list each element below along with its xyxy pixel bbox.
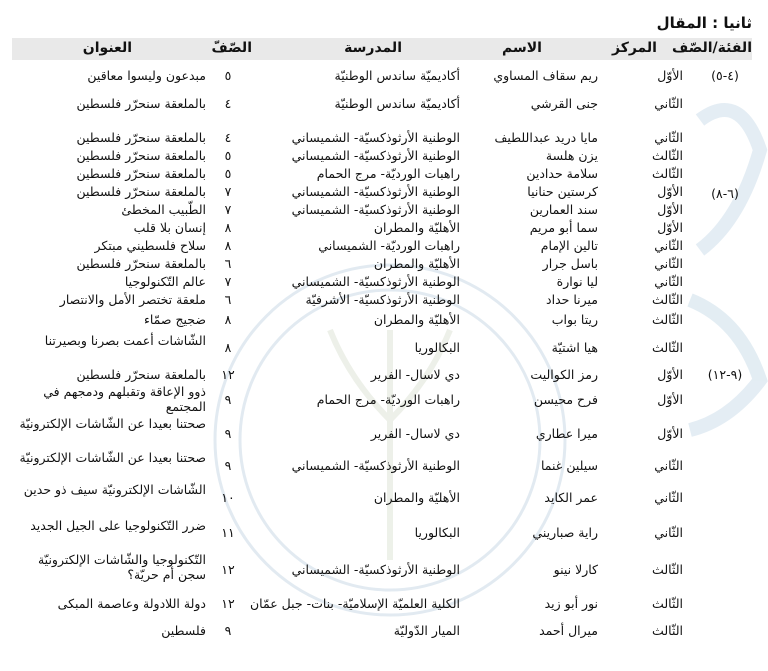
row-center: الثّالث: [652, 623, 683, 638]
row-title: عالم التّكنولوجيا: [124, 274, 206, 289]
row-school: الوطنية الأرثوذكسيّة- الشميساني: [291, 184, 460, 199]
row-center: الثّاني: [654, 256, 683, 271]
row-center: الثّالث: [652, 340, 683, 355]
row-title: بالملعقة سنحرّر فلسطين: [76, 256, 206, 271]
row-name: سما أبو مريم: [529, 220, 598, 235]
row-school: راهبات الورديّة- مرج الحمام: [316, 166, 460, 181]
row-name: سلامة حدادين: [526, 166, 598, 181]
row-name: باسل جرار: [542, 256, 598, 271]
row-name: كارلا نينو: [553, 562, 598, 577]
row-grade: ٨: [224, 340, 232, 355]
row-title: بالملعقة سنحرّر فلسطين: [76, 148, 206, 163]
table-header: [12, 38, 752, 60]
row-title: ملعقة تختصر الأمل والانتصار: [59, 292, 206, 307]
row-grade: ٨: [224, 220, 232, 235]
row-title: دولة اللادولة وعاصمة المبكى: [57, 596, 206, 611]
row-center: الثّالث: [652, 166, 683, 181]
row-name: هيا اشتيّة: [551, 340, 598, 355]
row-grade: ١٢: [221, 596, 235, 611]
row-title: ضجيج صمّاء: [143, 312, 206, 327]
row-center: الثّاني: [654, 458, 683, 473]
row-school: الوطنية الأرثوذكسيّة- الشميساني: [291, 458, 460, 473]
row-title: بالملعقة سنحرّر فلسطين: [76, 166, 206, 181]
header-name: الاسم: [502, 40, 542, 56]
row-center: الثّالث: [652, 596, 683, 611]
row-grade: ١٢: [221, 562, 235, 577]
row-school: الأهليّة والمطران: [373, 490, 460, 505]
row-name: راية صباريني: [532, 525, 598, 540]
row-title: بالملعقة سنحرّر فلسطين: [76, 96, 206, 111]
row-center: الثّالث: [652, 312, 683, 327]
row-name: جنى القرشي: [530, 96, 598, 111]
row-school: أكاديميّة ساندس الوطنيّة: [334, 96, 460, 111]
row-grade: ٨: [224, 312, 232, 327]
row-center: الثّالث: [652, 562, 683, 577]
row-grade: ٧: [224, 274, 232, 289]
row-grade: ٦: [224, 256, 232, 271]
header-grade: الصّفّ: [211, 40, 252, 56]
row-school: الأهليّة والمطران: [373, 220, 460, 235]
row-title: ضرر التّكنولوجيا على الجيل الجديد: [30, 518, 206, 533]
row-center: الأوّل: [657, 184, 683, 199]
row-school: الميار الدّوليّة: [393, 623, 460, 638]
row-title: بالملعقة سنحرّر فلسطين: [76, 367, 206, 382]
row-name: رمز الكواليت: [530, 367, 598, 382]
row-school: الكلية العلميّة الإسلاميّة- بنات- جبل عمّان: [249, 596, 460, 611]
row-name: سند العمارين: [529, 202, 598, 217]
row-grade: ٩: [224, 623, 232, 638]
row-name: ليا نوارة: [556, 274, 598, 289]
row-title: مبدعون وليسوا معاقين: [87, 68, 206, 83]
row-name: يزن هلسة: [545, 148, 598, 163]
row-grade: ٨: [224, 238, 232, 253]
row-school: الوطنية الأرثوذكسيّة- الأشرفيّة: [305, 292, 460, 307]
header-center: المركز: [611, 40, 657, 56]
row-title: الشّاشات الإلكترونيّة سيف ذو حدين: [23, 482, 206, 497]
row-title: سلاح فلسطيني مبتكر: [94, 238, 206, 253]
row-name: ريتا بواب: [551, 312, 598, 327]
row-center: الأوّل: [657, 68, 683, 83]
row-school: الوطنية الأرثوذكسيّة- الشميساني: [291, 130, 460, 145]
row-center: الأوّل: [657, 220, 683, 235]
row-grade: ١٢: [221, 367, 235, 382]
row-school: الوطنية الأرثوذكسيّة- الشميساني: [291, 202, 460, 217]
row-grade: ٤: [224, 130, 232, 145]
row-school: دي لاسال- الفرير: [370, 426, 460, 441]
row-name: مايا دريد عبداللطيف: [494, 130, 598, 145]
row-center: الأوّل: [657, 426, 683, 441]
header-category: الفئة/الصّف: [672, 40, 752, 56]
row-grade: ٧: [224, 184, 232, 199]
category-label: (٩-١٢): [707, 367, 743, 382]
row-title: التّكنولوجيا والشّاشات الإلكترونيّة سجن أم حريّة؟: [37, 552, 206, 582]
row-center: الأوّل: [657, 367, 683, 382]
header-title: العنوان: [82, 40, 132, 56]
row-center: الثّاني: [654, 490, 683, 505]
row-center: الثّاني: [654, 274, 683, 289]
row-grade: ١٠: [221, 490, 235, 505]
row-grade: ١١: [221, 525, 235, 540]
row-school: راهبات الورديّة- مرج الحمام: [316, 392, 460, 407]
row-name: تالين الإمام: [540, 238, 598, 253]
row-center: الثّاني: [654, 525, 683, 540]
row-title: إنسان بلا قلب: [133, 220, 206, 235]
row-grade: ٥: [224, 68, 232, 83]
row-school: الأهليّة والمطران: [373, 256, 460, 271]
section-title: ثانيا : المقال: [656, 14, 752, 32]
row-name: فرح محيسن: [533, 392, 598, 407]
row-name: نور أبو زيد: [544, 596, 598, 611]
row-center: الثّالث: [652, 292, 683, 307]
row-name: ميرال أحمد: [539, 623, 598, 638]
row-title: صحتنا بعيدا عن الشّاشات الإلكترونيّة: [19, 416, 206, 431]
row-name: ريم سقاف المساوي: [493, 68, 598, 83]
row-grade: ٦: [224, 292, 232, 307]
row-grade: ٩: [224, 458, 232, 473]
header-school: المدرسة: [344, 40, 402, 56]
row-grade: ٥: [224, 166, 232, 181]
row-title: الشّاشات أعمت بصرنا وبصيرتنا: [44, 333, 206, 348]
row-title: الطّبيب المخطئ: [121, 202, 206, 217]
row-title: بالملعقة سنحرّر فلسطين: [76, 130, 206, 145]
row-grade: ٧: [224, 202, 232, 217]
row-school: الوطنية الأرثوذكسيّة- الشميساني: [291, 274, 460, 289]
row-center: الأوّل: [657, 202, 683, 217]
row-title: صحتنا بعيدا عن الشّاشات الإلكترونيّة: [19, 450, 206, 465]
row-school: الأهليّة والمطران: [373, 312, 460, 327]
category-label: (٦-٨): [711, 186, 739, 201]
row-name: كرستين حنانيا: [527, 184, 598, 199]
row-school: راهبات الورديّة- الشميساني: [318, 238, 460, 253]
row-grade: ٩: [224, 426, 232, 441]
row-school: أكاديميّة ساندس الوطنيّة: [334, 68, 460, 83]
row-name: ميرا عطاري: [535, 426, 598, 441]
row-title: فلسطين: [161, 623, 206, 638]
row-name: سيلين غنما: [541, 458, 598, 473]
row-school: الوطنية الأرثوذكسيّة- الشميساني: [291, 148, 460, 163]
row-grade: ٥: [224, 148, 232, 163]
row-name: ميرنا حداد: [546, 292, 598, 307]
row-title: بالملعقة سنحرّر فلسطين: [76, 184, 206, 199]
row-school: دي لاسال- الفرير: [370, 367, 460, 382]
row-school: الوطنية الأرثوذكسيّة- الشميساني: [291, 562, 460, 577]
row-center: الثّالث: [652, 148, 683, 163]
row-center: الثّاني: [654, 238, 683, 253]
category-label: (٤-٥): [711, 68, 739, 83]
row-title: ذوو الإعاقة وتقبلهم ودمجهم في المجتمع: [43, 384, 206, 414]
row-center: الثّاني: [654, 96, 683, 111]
row-center: الأوّل: [657, 392, 683, 407]
row-grade: ٩: [224, 392, 232, 407]
row-name: عمر الكايد: [544, 490, 598, 505]
row-school: البكالوريا: [414, 340, 460, 355]
row-school: البكالوريا: [414, 525, 460, 540]
row-grade: ٤: [224, 96, 232, 111]
row-center: الثّاني: [654, 130, 683, 145]
